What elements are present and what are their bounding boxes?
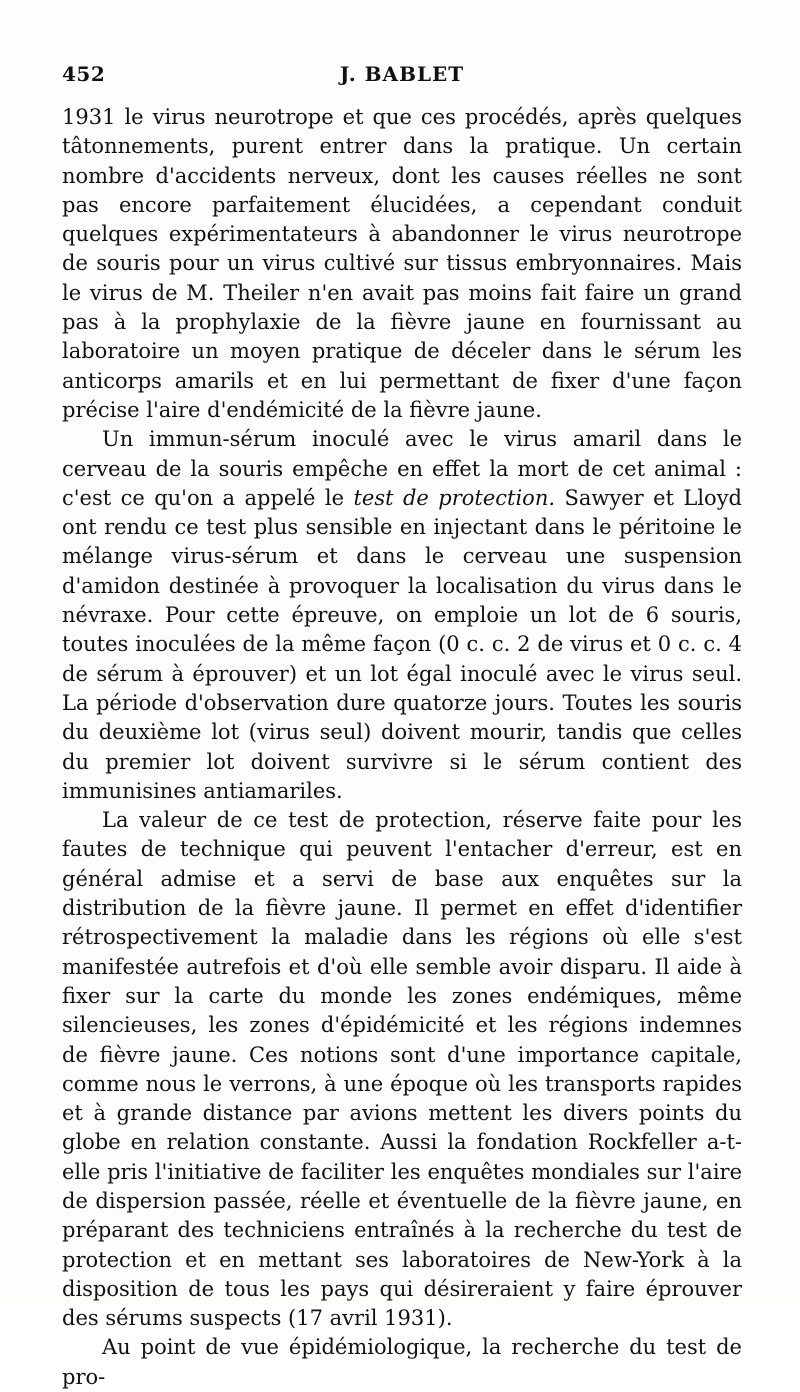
running-header xyxy=(62,62,742,92)
paragraph-2-text-before: Un immun-sérum inoculé avec le virus amaril dans le cerveau de la souris empêche en effet la mort de cet animal : c'est ce qu'on a appelé le xyxy=(62,427,742,510)
test-de-protection-term: test de protection. xyxy=(353,485,556,510)
paragraph-2-text-after: Sawyer et Lloyd ont rendu ce test plus sensible en injectant dans le péritoine le mélange virus-sérum et dans le cerveau une suspension d'amidon destinée à provoquer la localisation du virus dans le névraxe. Pour cette épreuve, on emploie un lot de 6 souris, toutes inoculées de la même façon (0 c. c. 2 de virus et 0 c. c. 4 de sérum à éprouver) et un lot égal inoculé avec le virus seul. La période d'observation dure quatorze jours. Toutes les souris du deuxième lot (virus seul) doivent mourir, tandis que celles du premier lot doivent survivre si le sérum contient des immunisines antiamariles. xyxy=(62,485,742,803)
page-number: 452 xyxy=(62,62,106,86)
author-running-title: J. BABLET xyxy=(339,62,465,86)
paragraph-2 xyxy=(62,425,742,806)
paragraph-3: La valeur de ce test de protection, réserve faite pour les fautes de technique qui peuvent l'entacher d'erreur, est en général admise et a servi de base aux enquêtes sur la distribution de la fièvre jaune. Il permet en effet d'identifier rétrospectivement la maladie dans les régions où elle s'est manifestée autrefois et d'où elle semble avoir disparu. Il aide à fixer sur la carte du monde les zones endémiques, même silencieuses, les zones d'épidémicité et les régions indemnes de fièvre jaune. Ces notions sont d'une importance capitale, comme nous le verrons, à une époque où les transports rapides et à grande distance par avions mettent les divers points du globe en relation constante. Aussi la fondation Rockfeller a-t-elle pris l'initiative de faciliter les enquêtes mondiales sur l'aire de dispersion passée, réelle et éventuelle de la fièvre jaune, en préparant des techniciens entraînés à la recherche du test de protection et en mettant ses laboratoires de New-York à la disposition de tous les pays qui désireraient y faire éprouver des sérums suspects (17 avril 1931). xyxy=(62,808,742,1331)
body-text xyxy=(62,103,742,1392)
paragraph-4: Au point de vue épidémiologique, la recherche du test de pro- xyxy=(62,1335,742,1389)
paragraph-1: 1931 le virus neurotrope et que ces procédés, après quelques tâtonnements, purent entrer dans la pratique. Un certain nombre d'accidents nerveux, dont les causes réelles ne sont pas encore parfaitement élucidées, a cependant conduit quelques expérimentateurs à abandonner le virus neurotrope de souris pour un virus cultivé sur tissus embryonnaires. Mais le virus de M. Theiler n'en avait pas moins fait faire un grand pas à la prophylaxie de la fièvre jaune en fournissant au laboratoire un moyen pratique de déceler dans le sérum les anticorps amarils et en lui permettant de fixer d'une façon précise l'aire d'endémicité de la fièvre jaune. xyxy=(62,105,742,422)
